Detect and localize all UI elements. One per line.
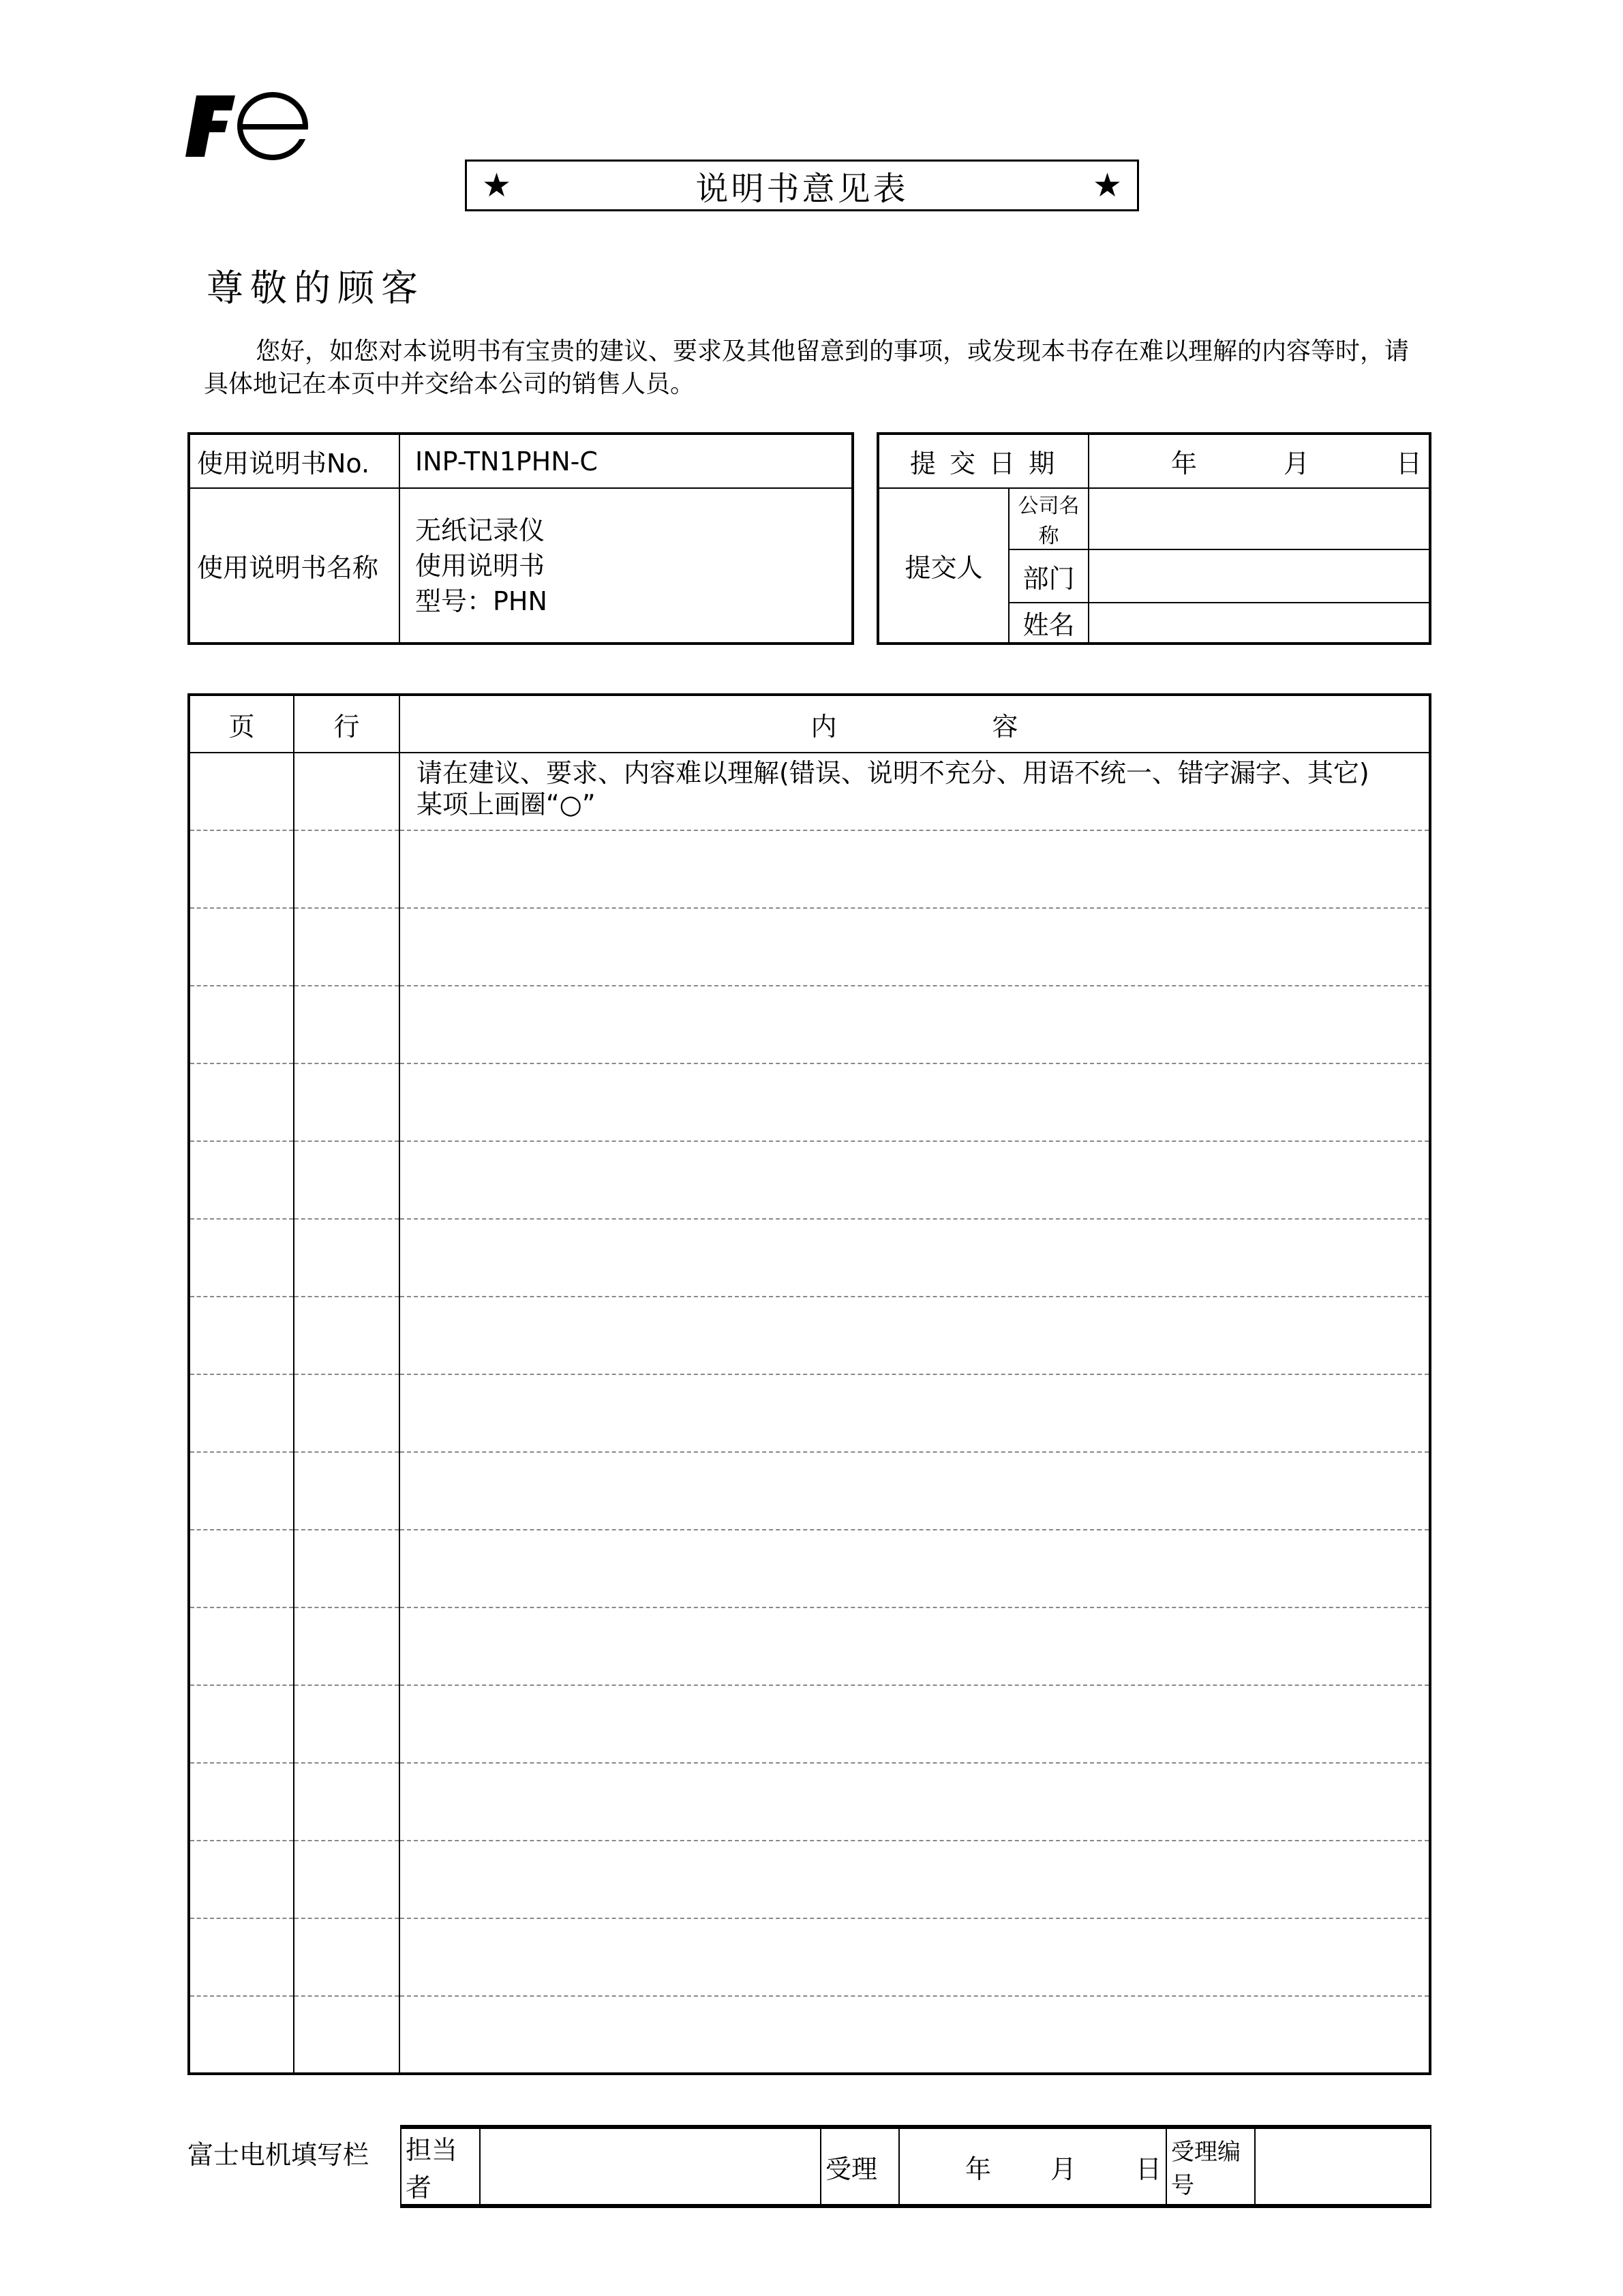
table-row (189, 1530, 1430, 1607)
line-cell[interactable] (294, 1063, 399, 1141)
line-cell[interactable] (294, 1141, 399, 1219)
month-label: 月 (1283, 449, 1309, 479)
line-cell[interactable] (294, 1841, 399, 1918)
manual-no-value[interactable]: INP-TN1PHN-C (399, 434, 853, 488)
content-cell[interactable] (399, 1452, 1430, 1530)
instruction-text: 请在建议、要求、内容难以理解(错误、说明不充分、用语不统一、错字漏字、其它) (416, 758, 1369, 788)
manual-name-label: 使用说明书名称 (189, 488, 399, 644)
page-cell[interactable] (189, 1607, 294, 1685)
content-cell[interactable] (399, 1297, 1430, 1374)
manual-info-table (187, 432, 854, 645)
content-cell[interactable] (399, 1918, 1430, 1996)
table-row (189, 1841, 1430, 1918)
dept-field[interactable] (1089, 549, 1430, 603)
content-cell[interactable] (399, 908, 1430, 986)
table-row (189, 1063, 1430, 1141)
line-cell[interactable] (294, 1219, 399, 1297)
day-label: 日 (1135, 2154, 1162, 2184)
content-cell[interactable] (399, 1530, 1430, 1607)
page-cell[interactable] (189, 1063, 294, 1141)
page-cell[interactable] (189, 1297, 294, 1374)
line-cell[interactable] (294, 1374, 399, 1452)
page-cell[interactable] (189, 1219, 294, 1297)
header-page: 页 (189, 695, 294, 753)
page-cell[interactable] (189, 830, 294, 908)
submitter-label: 提交人 (878, 488, 1009, 644)
table-row (189, 986, 1430, 1063)
manual-name-line: 无纸记录仪 (415, 515, 545, 545)
year-label: 年 (1171, 449, 1198, 479)
line-cell[interactable] (294, 830, 399, 908)
year-label: 年 (965, 2154, 992, 2184)
instruction-text: 某项上画圈“○” (416, 789, 596, 819)
dept-label: 部门 (1009, 549, 1089, 603)
line-cell[interactable] (294, 1763, 399, 1841)
form-title: 说明书意见表 (695, 169, 909, 208)
page-cell[interactable] (189, 1141, 294, 1219)
accept-no-label: 受理编号 (1166, 2127, 1255, 2206)
content-cell[interactable] (399, 1063, 1430, 1141)
submit-date-field[interactable] (1089, 434, 1430, 488)
table-row (189, 1685, 1430, 1763)
page-cell[interactable] (189, 753, 294, 830)
star-icon: ★ (482, 166, 512, 205)
company-field[interactable] (1089, 488, 1430, 549)
line-cell[interactable] (294, 1685, 399, 1763)
line-cell[interactable] (294, 753, 399, 830)
content-cell[interactable] (399, 1996, 1430, 2074)
content-cell[interactable] (399, 986, 1430, 1063)
table-row (189, 1996, 1430, 2074)
manual-model-line: 型号：PHN (415, 586, 547, 616)
star-icon: ★ (1092, 166, 1122, 205)
table-row (189, 1297, 1430, 1374)
feedback-table (187, 693, 1431, 2075)
manual-name-line: 使用说明书 (415, 550, 545, 581)
name-label: 姓名 (1009, 603, 1089, 644)
form-title-box (465, 160, 1139, 211)
table-row (189, 1374, 1430, 1452)
page-cell[interactable] (189, 1841, 294, 1918)
person-field[interactable] (480, 2127, 821, 2206)
content-cell[interactable] (399, 1607, 1430, 1685)
table-row (189, 1918, 1430, 1996)
header-content: 内 容 (399, 695, 1430, 753)
line-cell[interactable] (294, 1452, 399, 1530)
intro-paragraph: 您好，如您对本说明书有宝贵的建议、要求及其他留意到的事项，或发现本书存在难以理解的内容等时，请具体地记在本页中并交给本公司的销售人员。 (204, 337, 1410, 398)
submit-date-label: 提 交 日 期 (878, 434, 1089, 488)
line-cell[interactable] (294, 1297, 399, 1374)
page-cell[interactable] (189, 1763, 294, 1841)
content-cell[interactable] (399, 753, 1430, 830)
manual-no-label: 使用说明书No. (189, 434, 399, 488)
fuji-fill-table (400, 2125, 1431, 2208)
content-cell[interactable] (399, 830, 1430, 908)
person-label: 担当者 (401, 2127, 480, 2206)
line-cell[interactable] (294, 1530, 399, 1607)
name-field[interactable] (1089, 603, 1430, 644)
page-cell[interactable] (189, 1918, 294, 1996)
table-row (189, 1141, 1430, 1219)
day-label: 日 (1395, 449, 1422, 479)
content-cell[interactable] (399, 1219, 1430, 1297)
content-cell[interactable] (399, 1374, 1430, 1452)
submitter-table (877, 432, 1431, 645)
page-cell[interactable] (189, 908, 294, 986)
page-cell[interactable] (189, 1452, 294, 1530)
company-label: 公司名称 (1009, 488, 1089, 549)
table-row (189, 1219, 1430, 1297)
fuji-fill-label: 富士电机填写栏 (187, 2140, 369, 2170)
greeting: 尊敬的顾客 (207, 267, 425, 309)
line-cell[interactable] (294, 908, 399, 986)
line-cell[interactable] (294, 986, 399, 1063)
table-row (189, 1607, 1430, 1685)
page-cell[interactable] (189, 1530, 294, 1607)
accept-label: 受理 (821, 2127, 899, 2206)
page-cell[interactable] (189, 1374, 294, 1452)
page-cell[interactable] (189, 1685, 294, 1763)
page-cell[interactable] (189, 986, 294, 1063)
table-row (189, 830, 1430, 908)
line-cell[interactable] (294, 1607, 399, 1685)
accept-no-field[interactable] (1255, 2127, 1431, 2206)
line-cell[interactable] (294, 1996, 399, 2074)
fuji-electric-logo (184, 89, 314, 160)
content-cell[interactable] (399, 1141, 1430, 1219)
content-cell[interactable] (399, 1841, 1430, 1918)
line-cell[interactable] (294, 1918, 399, 1996)
table-row (189, 908, 1430, 986)
content-cell[interactable] (399, 1685, 1430, 1763)
header-line: 行 (294, 695, 399, 753)
accept-date-field[interactable] (899, 2127, 1166, 2206)
manual-name-value[interactable] (399, 488, 853, 644)
table-row (189, 1763, 1430, 1841)
content-cell[interactable] (399, 1763, 1430, 1841)
month-label: 月 (1050, 2154, 1076, 2184)
page-cell[interactable] (189, 1996, 294, 2074)
table-row (189, 1452, 1430, 1530)
